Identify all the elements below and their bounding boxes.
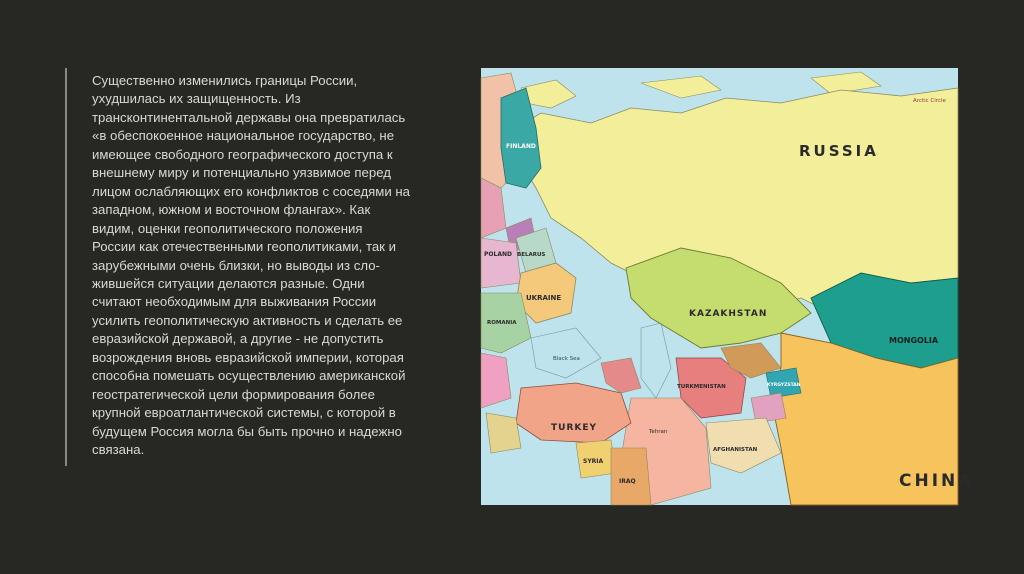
label-syria: SYRIA <box>583 458 604 465</box>
label-kyrgyzstan: KYRGYZSTAN <box>767 383 801 388</box>
label-turkmenistan: TURKMENISTAN <box>677 384 726 390</box>
label-iraq: IRAQ <box>619 478 636 485</box>
label-turkey: TURKEY <box>551 423 598 433</box>
label-tehran: Tehran <box>649 429 668 435</box>
label-romania: ROMANIA <box>487 320 517 326</box>
region-mediterranean <box>481 453 576 505</box>
map-svg <box>481 68 975 505</box>
label-ukraine: UKRAINE <box>526 294 562 302</box>
label-poland: POLAND <box>484 251 512 258</box>
region-turkey <box>516 383 631 443</box>
label-afghanistan: AFGHANISTAN <box>713 447 758 453</box>
eurasia-map <box>481 68 975 505</box>
label-belarus: BELARUS <box>517 252 546 258</box>
region-iraq <box>611 448 651 505</box>
label-mongolia: MONGOLIA <box>889 336 939 345</box>
label-finland: FINLAND <box>506 143 536 150</box>
body-text: Существенно изменились границы России, ухудшилась их защищенность. Из трансконтинентальной державы она превратилась «в обеспокоенное национальное государство, не имеющее свободного географического доступа к внешнему миру и потенциально уязвимое перед лицом ослабляющих его конфликтов с соседями на западном, южном и восточном флангах». Как видим, оценки геополитического положения России как отечественными геополитиками, так и зарубежными очень близки, но выводы из сло- жившейся ситуации делаются разные. Одни считают необходимым для выживания России усилить геополитическую активность и сделать ее евразийской державой, а другие - не допустить возрождения вновь евразийской империи, которая способна помешать осуществлению американской геостратегической цели формирования более крупной евроатлантической системы, с которой в будущем Россия могла бы быть прочно и надежно связана. <box>92 73 410 458</box>
label-china: CHINA <box>899 471 975 491</box>
accent-bar <box>65 68 67 466</box>
label-arctic-circle: Arctic Circle <box>913 98 946 104</box>
region-balkans <box>481 353 511 408</box>
region-tajikistan <box>751 393 786 423</box>
label-russia: RUSSIA <box>799 142 879 160</box>
region-poland <box>481 238 521 288</box>
label-black-sea: Black Sea <box>553 356 580 362</box>
region-greece <box>486 413 521 453</box>
label-kazakhstan: KAZAKHSTAN <box>689 309 768 319</box>
